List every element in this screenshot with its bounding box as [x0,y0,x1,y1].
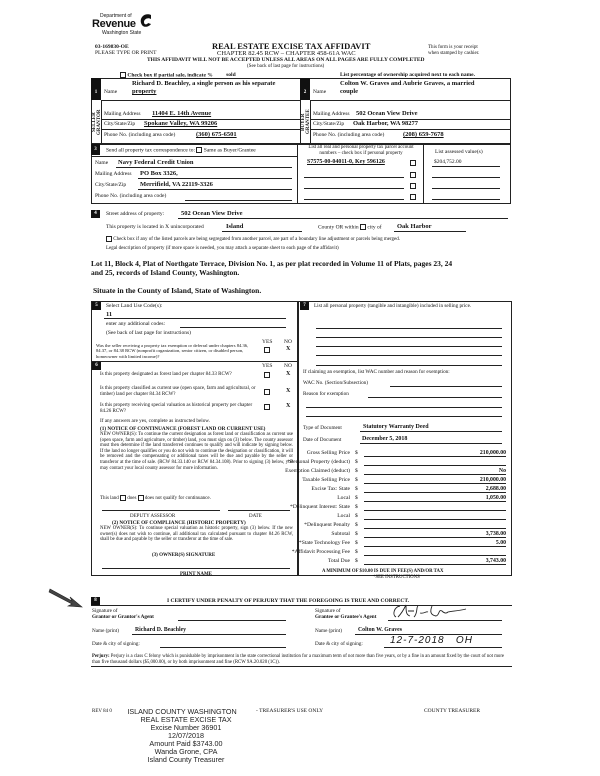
form-chapter: CHAPTER 82.45 RCW – CHAPTER 458-61A WAC [217,50,356,57]
assessed-header: List assessed value(s) [435,149,483,155]
stamp-line1: ISLAND COUNTY WASHINGTON [127,707,237,716]
corr-name-label: Name [95,160,109,166]
city-value[interactable]: Oak Harbor [397,223,432,230]
buyer-phone-label: Phone No. (including area code) [313,132,385,138]
logo-line2: Revenue [92,18,136,30]
receipt-note-1: This form is your receipt [428,45,478,50]
buyer-mailing-label: Mailing Address [313,111,350,117]
partial-sale-label: Check box if partial sale, indicate % [127,72,213,79]
buyer-side-label: BUYER GRANTEE [301,109,311,135]
logo-line3: Washington State [102,30,142,36]
street-label: Street address of property: [106,211,165,217]
logo-line1: Department of [100,13,132,19]
grantor-name-label: Name (print) [92,628,119,634]
doc-date-label: Date of Document [303,437,342,443]
amount-state-technology-fee: *State Technology Fee $ 5.00 [298,540,506,546]
situate-line[interactable]: Situate in the County of Island, State of Washington. [93,286,262,295]
seller-name-line2: property [132,88,157,95]
parcels-header: List all real and personal property tax parcel account numbers – check box if personal property [308,145,414,156]
county-or-city: County OR within city of [318,224,382,231]
does-not-checkbox[interactable] [138,495,144,501]
wac-label: WAC No. (Section/Subsection) [303,380,368,386]
located-label: This property is located in X unincorporated [106,224,204,230]
reason-line-2[interactable] [306,407,502,408]
forest-no-mark[interactable]: X [286,371,291,377]
exemption-no-mark[interactable]: X [286,346,291,352]
deputy-assessor-line[interactable] [102,510,220,511]
dor-swirl-logo-icon [139,13,153,29]
legal-description-line1[interactable]: Lot 11, Block 4, Plat of Northgate Terrace, Division No. 1, as per plat recorded in Volume 11 of Plats, pages 23, 24 [91,259,453,268]
form-title: REAL ESTATE EXCISE TAX AFFIDAVIT [212,41,371,51]
section-2-badge: 2 [300,78,310,100]
assessed-row-2[interactable] [432,177,500,178]
seller-mailing[interactable]: 11404 E. 14th Avenue [152,110,212,117]
notice2-title: (2) NOTICE OF COMPLIANCE (HISTORIC PROPERTY) [112,520,246,526]
land-use-code[interactable]: 11 [106,311,113,318]
notice2-text: NEW OWNER(S): To continue special valuation as historic property, sign (3) below. If the new owner(s) does not wish to continue, all additional tax calculated pursuant to chapter 84.26 RCW, shall be due and payable by the seller or transferor at the time of sale. [100,526,293,543]
personal-property-line-4[interactable] [316,355,502,356]
land-use-label: Select Land Use Code(s): [106,303,163,309]
current-use-yes-checkbox[interactable] [264,389,270,395]
notice1-text: NEW OWNER(S): To continue the current designation as forest land or classification as current use (open space, farm and agriculture, or timber) land, you must sign on (3) below. The county assessor must then determine if the land transferred continues to qualify and will indicate by signing below. If the land no longer qualifies or you do not wish to continue the designation or classification, it will be removed and the compensating or additional taxes will be due and payable by the seller or transferor at the time of sale. (RCW 84.33.140 or RCW 84.34.108). Prior to signing (3) below, you may contact your local county assessor for more information. [100,432,293,471]
forest-yes-checkbox[interactable] [264,372,270,378]
additional-codes-label: enter any additional codes: [106,321,166,327]
assessor-date-line[interactable] [228,510,290,511]
section-5-badge: 5 [92,302,101,310]
stamp-line5: Amount Paid $3743.00 [149,739,223,748]
within-city-checkbox[interactable] [360,224,366,230]
grantee-date[interactable]: 12-7-2018 OH [390,635,473,646]
parcel-row-3[interactable] [304,188,404,189]
doc-date[interactable]: December 5, 2018 [362,436,408,442]
exemption-claim-label: If claiming an exemption, list WAC number and reason for exemption: [303,369,450,375]
seller-city-label: City/State/Zip [104,121,136,127]
receipt-note-2: when stamped by cashier. [428,51,480,56]
parcel-row-2[interactable] [304,177,404,178]
section-8-badge: 8 [91,597,100,605]
stamp-line2: REAL ESTATE EXCISE TAX [140,715,232,724]
form-id: 03-169830-OE [95,44,129,50]
assessed-row-3[interactable] [432,188,500,189]
see-instructions: *SEE INSTRUCTIONS [373,575,420,580]
stamp-line3: Excise Number 36901 [150,723,222,732]
legal-description-line2[interactable]: and 25, records of Island County, Washington. [91,268,240,277]
yes-label-5: YES [262,339,273,345]
yes-label-6: YES [262,363,273,369]
seller-city[interactable]: Spokane Valley, WA 99206 [144,120,218,127]
exemption-yes-checkbox[interactable] [264,347,270,353]
certify-statement: I CERTIFY UNDER PENALTY OF PERJURY THAT THE FOREGOING IS TRUE AND CORRECT. [167,598,410,604]
personal-property-label: List all personal property (tangible and intangible) included in selling price. [314,303,472,309]
stamp-line6: Wanda Grone, CPA [154,747,218,756]
personal-property-line-5[interactable] [316,365,502,366]
amount-gross-selling-price: Gross Selling Price $ 210,000.00 [306,450,506,456]
corr-city-label: City/State/Zip [95,182,127,188]
buyer-name-label: Name [313,89,327,95]
reason-line-3[interactable] [306,416,502,417]
seller-phone[interactable]: (360) 675-6501 [196,131,237,138]
reason-label: Reason for exemption [303,391,349,397]
q-current-use: Is this property classified as current use (open space, farm and agricultural, or timber) land per chapter 84.34 RCW? [100,386,256,397]
corr-mailing[interactable]: PO Box 3326, [140,170,178,177]
current-use-no-mark[interactable]: X [286,388,291,394]
if-yes-note: If any answers are yes, complete as instructed below. [100,418,211,424]
personal-property-checkbox-1[interactable] [410,160,416,166]
grantee-name[interactable]: Colton W. Graves [358,627,402,633]
no-label-6: NO [284,363,292,369]
amount-affidavit-processing-fee: *Affidavit Processing Fee $ [300,549,550,559]
amount-subtotal: Subtotal $ 3,738.00 [331,531,506,537]
land-use-see-back: (See back of last page for instructions) [106,330,191,336]
stamp-line4: 12/07/2018 [168,731,204,740]
ownership-note: List percentage of ownership acquired next to each name. [340,72,475,78]
segregated-row: Check box if any of the listed parcels are being segregated from another parcel, are part of a boundary line adjustment or parcels being merged. [106,236,400,242]
perjury-notice: Perjury: Perjury is a class C felony which is punishable by imprisonment in the state correctional institution for a maximum term of not more than five years, or by a fine in an amount fixed by the court of not more than five thousand dollars ($5,000.00), or by both imprisonment and fine (RCW 9A.20.020 (1C)). [92,654,505,665]
treasurer-use-only: - TREASURER'S USE ONLY [256,708,324,714]
amount-taxable-selling-price: Taxable Selling Price $ 210,000.00 [302,477,506,483]
does-checkbox[interactable] [120,495,126,501]
doc-type[interactable]: Statutory Warranty Deed [363,424,429,430]
owner-signature-label: (3) OWNER(S) SIGNATURE [152,553,216,558]
notice1-title: (1) NOTICE OF CONTINUANCE (FOREST LAND OR CURRENT USE) [100,426,266,432]
parcel-row-1[interactable]: S7575-00-04011-0, Key 596126 [307,159,385,165]
buyer-city-label: City/State/Zip [313,121,345,127]
personal-property-line-1[interactable] [316,328,502,329]
q-historic: Is this property receiving special valuation as historical property per chapter 84.26 RCW? [100,403,253,414]
same-as-buyer-checkbox[interactable] [196,147,202,153]
deputy-assessor-label: DEPUTY ASSESSOR [130,514,176,519]
amount-exemption-claimed: Exemption Claimed (deduct) $ No [285,468,506,474]
see-back-note: (See back of last page for instructions) [247,64,325,69]
please-type: PLEASE TYPE OR PRINT [95,50,157,56]
grantor-name[interactable]: Richard D. Beachley [135,627,187,633]
treasurer-stamp [121,708,251,764]
historic-no-mark[interactable]: X [286,403,291,409]
personal-property-checkbox-4[interactable] [410,194,416,200]
parcel-row-4[interactable] [304,199,404,200]
section-1-badge: 1 [91,78,101,100]
grantee-date-label: Date & city of signing: [315,641,363,647]
corr-mailing-label: Mailing Address [95,171,132,177]
county-treasurer-label: COUNTY TREASURER [424,708,481,714]
personal-property-line-3[interactable] [316,346,502,347]
grantor-date-label: Date & city of signing: [92,641,140,647]
grantor-date-field[interactable] [160,647,286,648]
segregated-checkbox[interactable] [106,236,112,242]
personal-property-checkbox-3[interactable] [410,183,416,189]
no-label-5: NO [284,339,292,345]
rev-number: REV 84 0 [92,709,112,714]
amount-excise-local: Local $ 1,050.00 [337,495,506,501]
amount-delinquent-interest-local: Local $ [300,513,550,523]
grantee-sig-label-2: Grantee or Grantee's Agent [315,614,377,620]
street-address[interactable]: 502 Ocean View Drive [181,210,243,217]
personal-property-checkbox-2[interactable] [410,172,416,178]
wac-field[interactable] [390,386,502,387]
reason-field[interactable] [368,397,502,398]
correspondence-label: Send all property tax correspondence to: Same as Buyer/Grantee [106,147,256,154]
grantee-signature[interactable] [388,603,468,621]
buyer-name-line1: Colton W. Graves and Aubrie Graves, a married [340,80,475,87]
section-4-badge: 4 [91,210,100,218]
section-7-badge: 7 [300,302,309,310]
historic-yes-checkbox[interactable] [264,404,270,410]
corr-city[interactable]: Merrifield, VA 22119-3326 [140,181,213,188]
county-value[interactable]: Island [226,223,244,230]
q-forest-land: Is this property designated as forest land per chapter 84.33 RCW? [100,372,232,377]
doc-type-label: Type of Document [303,425,342,431]
seller-phone-label: Phone No. (including area code) [104,132,176,138]
buyer-name-line2: couple [340,88,359,95]
minimum-note: A MINIMUM OF $10.00 IS DUE IN FEE(S) AND/OR TAX [322,569,444,574]
date-label: DATE [249,514,262,519]
buyer-mailing[interactable]: 502 Ocean View Drive [356,110,418,117]
continuance-row: This land does does not qualify for continuance. [100,496,211,502]
corr-name[interactable]: Navy Federal Credit Union [118,159,194,166]
print-name-label: PRINT NAME [180,572,212,577]
form-warning: THIS AFFIDAVIT WILL NOT BE ACCEPTED UNLESS ALL AREAS ON ALL PAGES ARE FULLY COMPLETED [147,57,425,63]
amount-delinquent-penalty: *Delinquent Penalty $ [300,522,550,532]
amount-personal-property: *Personal Property (deduct) $ [300,459,550,469]
seller-side-label: SELLER GRANTOR [92,109,102,135]
stamp-line7: Island County Treasurer [147,755,225,764]
grantee-sig-label-1: Signature of [315,608,341,614]
grantor-sig-label-1: Signature of [92,608,118,614]
grantor-signature-field[interactable] [178,620,286,621]
partial-sale-suffix: sold [226,72,236,79]
assessed-row-4[interactable] [432,199,500,200]
personal-property-line-2[interactable] [316,337,502,338]
additional-codes-field[interactable] [180,327,286,328]
seller-name-label: Name [104,89,118,95]
amount-total-due: Total Due $ 3,743.00 [327,558,506,564]
section-6-badge: 6 [92,362,101,370]
dor-logo [92,13,162,37]
buyer-phone[interactable]: (208) 659-7678 [403,131,444,138]
pointer-arrow-icon [48,585,84,611]
buyer-city[interactable]: Oak Harbor, WA 98277 [353,120,419,127]
seller-name-line1: Richard D. Beachley, a single person as his separate [132,80,276,87]
seller-mailing-label: Mailing Address [104,111,141,117]
exemption-question: Was the seller receiving a property tax exemption or deferral under chapters 84.36, 84.37, or 84.38 RCW (nonprofit organization, senior citizen, or disabled person, homeowner with limited income)? [96,343,249,359]
corr-phone-field[interactable] [185,200,292,201]
legal-description-label: Legal description of property (if more space is needed, you may attach a separate sheet to each page of the affidavit) [106,246,339,251]
print-name-line[interactable] [102,568,290,569]
amount-delinquent-interest-state: *Delinquent Interest: State $ [300,504,550,514]
grantor-sig-label-2: Grantor or Grantor's Agent [92,614,154,620]
section-3-badge: 3 [91,144,100,155]
amount-excise-state: Excise Tax: State $ 2,688.00 [311,486,506,492]
grantee-name-label: Name (print) [315,628,342,634]
corr-phone-label: Phone No. (including area code) [95,193,167,199]
assessed-row-1[interactable]: $204,752.00 [434,159,462,165]
